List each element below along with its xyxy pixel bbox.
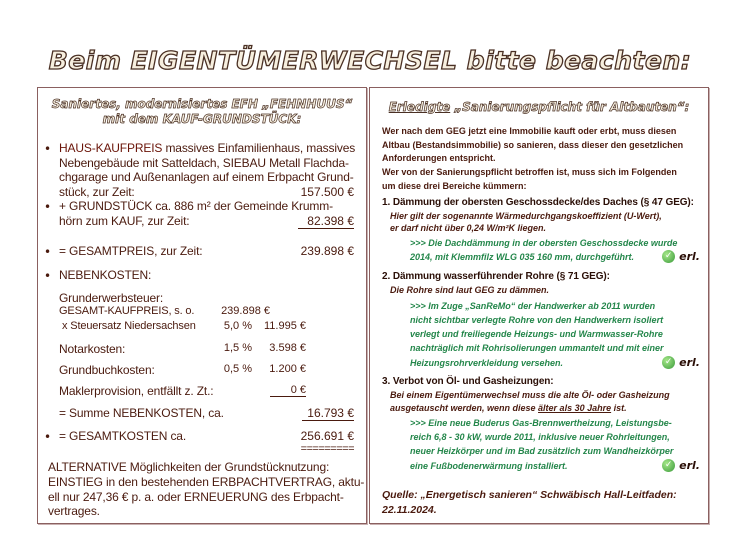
- right-panel-renovation: [369, 87, 709, 524]
- item-plot-line2: hörn zum KAUF, zur Zeit:: [59, 214, 190, 228]
- section2-heading: 2. Dämmung wasserführender Rohre (§ 71 GEG):: [382, 271, 610, 282]
- section2-info1: Die Rohre sind laut GEG zu dämmen.: [390, 285, 550, 295]
- bullet: •: [44, 269, 52, 283]
- side-costs-sum-amount: 16.793 €: [302, 406, 354, 421]
- done-label: erl.: [679, 356, 700, 369]
- land-tax-label: Grunderwerbsteuer:: [59, 291, 164, 305]
- section3-done-mark: [656, 459, 700, 472]
- tax-rate-label: x Steuersatz Niedersachsen: [62, 320, 196, 332]
- left-panel-purchase-costs: [37, 87, 367, 524]
- purchase-price-ref-label: GESAMT-KAUFPREIS, s. o.: [59, 305, 195, 317]
- intro-line3: Anforderungen entspricht.: [382, 153, 496, 163]
- bullet: •: [44, 200, 52, 214]
- section3-done3: neuer Heizkörper und im Bad zusätzlich zum Wandheizkörper: [410, 446, 674, 456]
- section1-done-row: [410, 250, 700, 263]
- section2-done3: verlegt und freiliegende Heizungs- und Warmwasser-Rohre: [410, 329, 663, 339]
- alternative-line1: ALTERNATIVE Möglichkeiten der Grundstücknutzung:: [48, 460, 330, 474]
- section1-info2: er darf nicht über 0,24 W/m²K liegen.: [390, 223, 547, 233]
- right-heading-done: Erledigte: [388, 100, 451, 114]
- section2-done-row: [410, 356, 700, 369]
- notary-percent: 1,5 %: [223, 342, 252, 354]
- alternative-line3: ell nur 247,36 € p. a. oder ERNEUERUNG des Erbpacht-: [48, 490, 344, 504]
- house-price-label: HAUS-KAUFPREIS: [59, 141, 163, 155]
- done-label: erl.: [679, 459, 700, 472]
- land-registry-label: Grundbuchkosten:: [59, 363, 155, 377]
- intro-line5: um diese drei Bereiche kümmern:: [382, 181, 527, 191]
- broker-label: Maklerprovision, entfällt z. Zt.:: [59, 384, 214, 398]
- section3-info2: [390, 403, 627, 413]
- left-heading-line2: mit dem KAUF-GRUNDSTÜCK:: [102, 112, 302, 126]
- item-house-price-line4: stück, zur Zeit:: [59, 185, 135, 199]
- source-line2: 22.11.2024.: [382, 504, 437, 516]
- side-costs-sum-label: = Summe NEBENKOSTEN, ca.: [59, 406, 224, 420]
- total-costs-label: = GESAMTKOSTEN ca.: [59, 429, 186, 443]
- section3-done2: reich 6,8 - 30 kW, wurde 2011, inklusive neuer Rohrleitungen,: [410, 432, 670, 442]
- section1-done1: >>> Die Dachdämmung in der obersten Geschossdecke wurde: [410, 238, 678, 248]
- notary-amount: 3.598 €: [269, 342, 306, 354]
- total-costs-amount: 256.691 €: [300, 429, 354, 443]
- section3-done4: eine Fußbodenerwärmung installiert.: [410, 460, 568, 471]
- section3-heading: 3. Verbot von Öl- und Gasheizungen:: [382, 376, 554, 387]
- total-price-amount: 239.898 €: [300, 244, 354, 258]
- purchase-price-ref-amount: 239.898 €: [221, 305, 270, 317]
- info-underlined: älter als 30 Jahre: [538, 403, 612, 413]
- source-line1: Quelle: „Energetisch sanieren“ Schwäbisch Hall-Leitfaden:: [382, 489, 677, 501]
- bullet: •: [44, 142, 52, 156]
- section1-done2: 2014, mit Klemmfilz WLG 035 160 mm, durchgeführt.: [410, 251, 635, 262]
- intro-line4: Wer von der Sanierungspflicht betroffen ist, muss sich im Folgenden: [382, 167, 677, 177]
- check-icon: ✓: [662, 459, 675, 472]
- section2-done4: nachträglich mit Rohrisolierungen ummantelt und mit einer: [410, 343, 664, 353]
- house-price-amount: 157.500 €: [300, 185, 354, 199]
- section2-done-mark: [656, 356, 700, 369]
- bullet: •: [44, 245, 52, 259]
- page-title: Beim EIGENTÜMERWECHSEL bitte beachten:: [48, 46, 692, 75]
- section2-done2: nicht sichtbar verlegte Rohre von den Handwerkern isoliert: [410, 315, 664, 325]
- tax-rate-percent: 5,0 %: [223, 320, 252, 332]
- land-registry-percent: 0,5 %: [223, 363, 252, 375]
- land-registry-amount: 1.200 €: [269, 363, 306, 375]
- left-heading-line1: Saniertes, modernisiertes EFH „FEHNHUUS“: [51, 97, 353, 111]
- section3-done-row: [410, 459, 700, 472]
- item-house-price-line2: Nebengebäude mit Satteldach, SIEBAU Metall Flachda-: [59, 156, 349, 170]
- alternative-line4: vertrages.: [48, 504, 100, 518]
- section2-done5: Heizungsrohrverkleidung versehen.: [410, 357, 564, 368]
- total-price-label: = GESAMTPREIS, zur Zeit:: [59, 244, 203, 258]
- section3-info1: Bei einem Eigentümerwechsel muss die alte Öl- oder Gasheizung: [390, 390, 670, 400]
- bullet: •: [44, 430, 52, 444]
- check-icon: ✓: [662, 356, 675, 369]
- broker-amount: 0 €: [270, 384, 306, 397]
- section2-done1: >>> Im Zuge „SanReMo“ der Handwerker ab 2011 wurden: [410, 301, 656, 311]
- alternative-line2: EINSTIEG in den bestehenden ERBPACHTVERTRAG, aktu-: [48, 475, 365, 489]
- house-price-text: massives Einfamilienhaus, massives: [162, 141, 356, 155]
- tax-amount: 11.995 €: [263, 320, 306, 332]
- section1-done-mark: [656, 250, 700, 263]
- intro-line1: Wer nach dem GEG jetzt eine Immobilie kauft oder erbt, muss diesen: [382, 126, 677, 136]
- section1-heading: 1. Dämmung der obersten Geschossdecke/des Daches (§ 47 GEG):: [382, 197, 694, 208]
- item-house-price-line3: chgarage und Außenanlagen auf einem Erbpacht Grund-: [59, 170, 354, 184]
- info-text: ausgetauscht werden, wenn diese: [390, 403, 539, 413]
- right-heading-rest: „Sanierungspflicht für Altbauten“:: [450, 100, 690, 114]
- info-text-end: ist.: [611, 403, 627, 413]
- item-house-price-line1: [59, 141, 355, 155]
- side-costs-label: NEBENKOSTEN:: [59, 268, 152, 282]
- section3-done1: >>> Eine neue Buderus Gas-Brennwertheizung, Leistungsbe-: [410, 418, 672, 428]
- double-underline: =========: [300, 443, 354, 455]
- plot-amount: 82.398 €: [298, 214, 354, 229]
- section1-info1: Hier gilt der sogenannte Wärmedurchgangskoeffizient (U-Wert),: [390, 211, 662, 221]
- notary-label: Notarkosten:: [59, 342, 126, 356]
- check-icon: ✓: [662, 250, 675, 263]
- intro-line2: Altbau (Bestandsimmobilie) so sanieren, dass dieser den gesetzlichen: [382, 140, 684, 150]
- done-label: erl.: [679, 250, 700, 263]
- right-heading: [370, 100, 708, 114]
- item-plot-line1: + GRUNDSTÜCK ca. 886 m² der Gemeinde Krumm-: [59, 199, 333, 213]
